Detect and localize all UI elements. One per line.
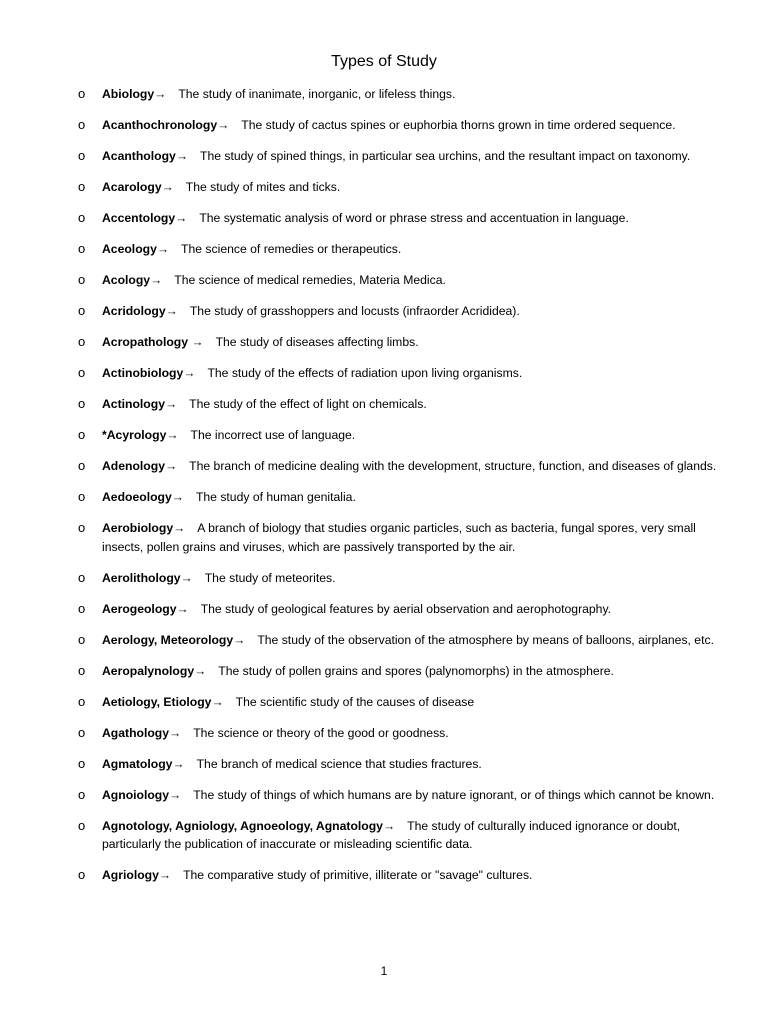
entry-definition: The branch of medical science that studies fractures. (196, 756, 482, 771)
arrow-icon: → (217, 118, 230, 132)
entry-term: Agriology (102, 868, 159, 882)
arrow-icon: → (158, 868, 172, 882)
list-item (78, 866, 718, 885)
entry-term: Aerology, Meteorology (102, 632, 234, 647)
entry-term: Agathology (102, 725, 170, 740)
arrow-icon: → (169, 787, 182, 802)
arrow-icon: → (171, 490, 184, 504)
entry-definition: The study of pollen grains and spores (palynomorphs) in the atmosphere. (218, 663, 614, 678)
bullet-icon: o (78, 724, 86, 740)
entry-definition: The study of inanimate, inorganic, or lifeless things. (178, 87, 456, 101)
list-item (78, 333, 718, 352)
entry-definition: The study of culturally induced ignorance or doubt, particularly the publication of inaccurate or misleading scientific data. (102, 818, 681, 851)
arrow-icon: → (173, 521, 186, 535)
entry-definition: The incorrect use of language. (190, 428, 356, 442)
bullet-icon: o (78, 210, 86, 225)
entry-definition: A branch of biology that studies organic particles, such as bacteria, fungal spores, very small insects, pollen grains and viruses, which are passively transported by the air. (102, 521, 696, 554)
entry-term: *Acyrology (102, 428, 167, 442)
entry-definition: The study of human genitalia. (195, 490, 356, 504)
entry-term: Accentology (102, 211, 176, 225)
bullet-icon: o (78, 867, 86, 882)
bullet-icon: o (78, 117, 86, 132)
entry-term: Acanthochronology (102, 118, 218, 132)
entry-definition: The study of geological features by aerial observation and aerophotography. (200, 601, 612, 616)
entry-term: Agnotology, Agniology, Agnoeology, Agnatology (102, 818, 383, 833)
list-item (78, 395, 718, 414)
list-item (78, 116, 718, 135)
entry-definition: The study of spined things, in particular sea urchins, and the resultant impact on taxonomy. (200, 149, 691, 163)
entry-definition: The comparative study of primitive, illiterate or "savage" cultures. (183, 868, 533, 882)
entry-term: Aceology (102, 242, 157, 256)
arrow-icon: → (176, 601, 189, 616)
entry-definition: The science of medical remedies, Materia Medica. (174, 273, 446, 287)
entry-definition: The science of remedies or therapeutics. (181, 242, 402, 256)
bullet-icon: o (78, 272, 86, 287)
page-number: 1 (380, 964, 388, 978)
bullet-icon: o (78, 86, 86, 101)
bullet-icon: o (78, 489, 86, 504)
arrow-icon: → (183, 366, 196, 380)
entry-definition: The study of mites and ticks. (185, 180, 341, 194)
entry-term: Abiology (102, 87, 155, 101)
entry-term: Acarology (102, 180, 162, 194)
entry-definition: The study of meteorites. (204, 570, 336, 585)
entry-list (78, 85, 718, 897)
entry-definition: The branch of medicine dealing with the development, structure, function, and diseases of glands. (189, 459, 717, 473)
bullet-icon: o (78, 427, 86, 442)
list-item (78, 426, 718, 445)
list-item (78, 240, 718, 259)
entry-term: Acridology (102, 304, 166, 318)
list-item (78, 631, 718, 650)
bullet-icon: o (78, 693, 86, 709)
bullet-icon: o (78, 396, 86, 411)
list-item (78, 693, 718, 712)
arrow-icon: → (164, 397, 178, 411)
list-item (78, 755, 718, 774)
entry-definition: The scientific study of the causes of disease (235, 694, 475, 709)
entry-term: Aerogeology (102, 601, 177, 616)
bullet-icon: o (78, 179, 86, 194)
bullet-icon: o (78, 458, 86, 473)
arrow-icon: → (211, 694, 224, 709)
list-item (78, 457, 718, 476)
page-title: Types of Study (331, 53, 437, 70)
list-item (78, 662, 718, 681)
bullet-icon: o (78, 755, 86, 771)
arrow-icon: → (172, 756, 185, 771)
bullet-icon: o (78, 148, 86, 163)
entry-term: Adenology (102, 459, 165, 473)
entry-term: Acology (102, 273, 151, 287)
arrow-icon: → (194, 663, 207, 678)
entry-term: Aetiology, Etiology (102, 694, 212, 709)
entry-definition: The study of the effect of light on chemicals. (189, 397, 427, 411)
arrow-icon: → (154, 87, 167, 101)
entry-definition: The science or theory of the good or goodness. (193, 725, 449, 740)
list-item (78, 817, 718, 854)
entry-definition: The study of the observation of the atmosphere by means of balloons, airplanes, etc. (257, 632, 714, 647)
list-item (78, 600, 718, 619)
bullet-icon: o (78, 334, 86, 349)
bullet-icon: o (78, 631, 86, 647)
entry-definition: The study of diseases affecting limbs. (215, 335, 419, 349)
list-item (78, 85, 718, 104)
list-item (78, 364, 718, 383)
bullet-icon: o (78, 241, 86, 256)
bullet-icon: o (78, 662, 86, 678)
list-item (78, 209, 718, 228)
arrow-icon: → (166, 428, 179, 442)
arrow-icon: → (150, 273, 163, 287)
list-item (78, 569, 718, 588)
entry-term: Acanthology (102, 149, 176, 163)
arrow-icon: → (156, 242, 170, 256)
list-item (78, 178, 718, 197)
arrow-icon: → (161, 180, 174, 194)
entry-definition: The study of grasshoppers and locusts (infraorder Acrididea). (189, 304, 520, 318)
arrow-icon: → (180, 570, 193, 585)
entry-definition: The study of cactus spines or euphorbia thorns grown in time ordered sequence. (241, 118, 676, 132)
list-item (78, 786, 718, 805)
arrow-icon: → (165, 304, 178, 318)
arrow-icon: → (175, 211, 188, 225)
list-item (78, 302, 718, 321)
arrow-icon: → (175, 149, 188, 163)
bullet-icon: o (78, 786, 86, 802)
entry-term: Actinobiology (102, 366, 184, 380)
entry-term: Agnoiology (102, 787, 170, 802)
entry-definition: The study of things of which humans are by nature ignorant, or of things which cannot be known. (193, 787, 715, 802)
entry-term: Aedoeology (102, 490, 172, 504)
entry-definition: The systematic analysis of word or phrase stress and accentuation in language. (199, 211, 629, 225)
list-item (78, 147, 718, 166)
arrow-icon: → (233, 632, 246, 647)
bullet-icon: o (78, 365, 86, 380)
arrow-icon: → (164, 459, 178, 473)
arrow-icon: → (382, 818, 396, 833)
entry-term: Aeropalynology (102, 663, 195, 678)
entry-definition: The study of the effects of radiation upon living organisms. (207, 366, 523, 380)
entry-term: Aerobiology (102, 521, 174, 535)
entry-term: Aerolithology (102, 570, 181, 585)
list-item (78, 488, 718, 507)
list-item (78, 519, 718, 556)
bullet-icon: o (78, 520, 86, 535)
arrow-icon: → (191, 335, 204, 349)
entry-term: Agmatology (102, 756, 173, 771)
bullet-icon: o (78, 303, 86, 318)
list-item (78, 724, 718, 743)
bullet-icon: o (78, 569, 86, 585)
bullet-icon: o (78, 817, 86, 833)
entry-term: Actinology (102, 397, 165, 411)
arrow-icon: → (169, 725, 182, 740)
entry-term: Acropathology (102, 335, 192, 349)
list-item (78, 271, 718, 290)
bullet-icon: o (78, 600, 86, 616)
